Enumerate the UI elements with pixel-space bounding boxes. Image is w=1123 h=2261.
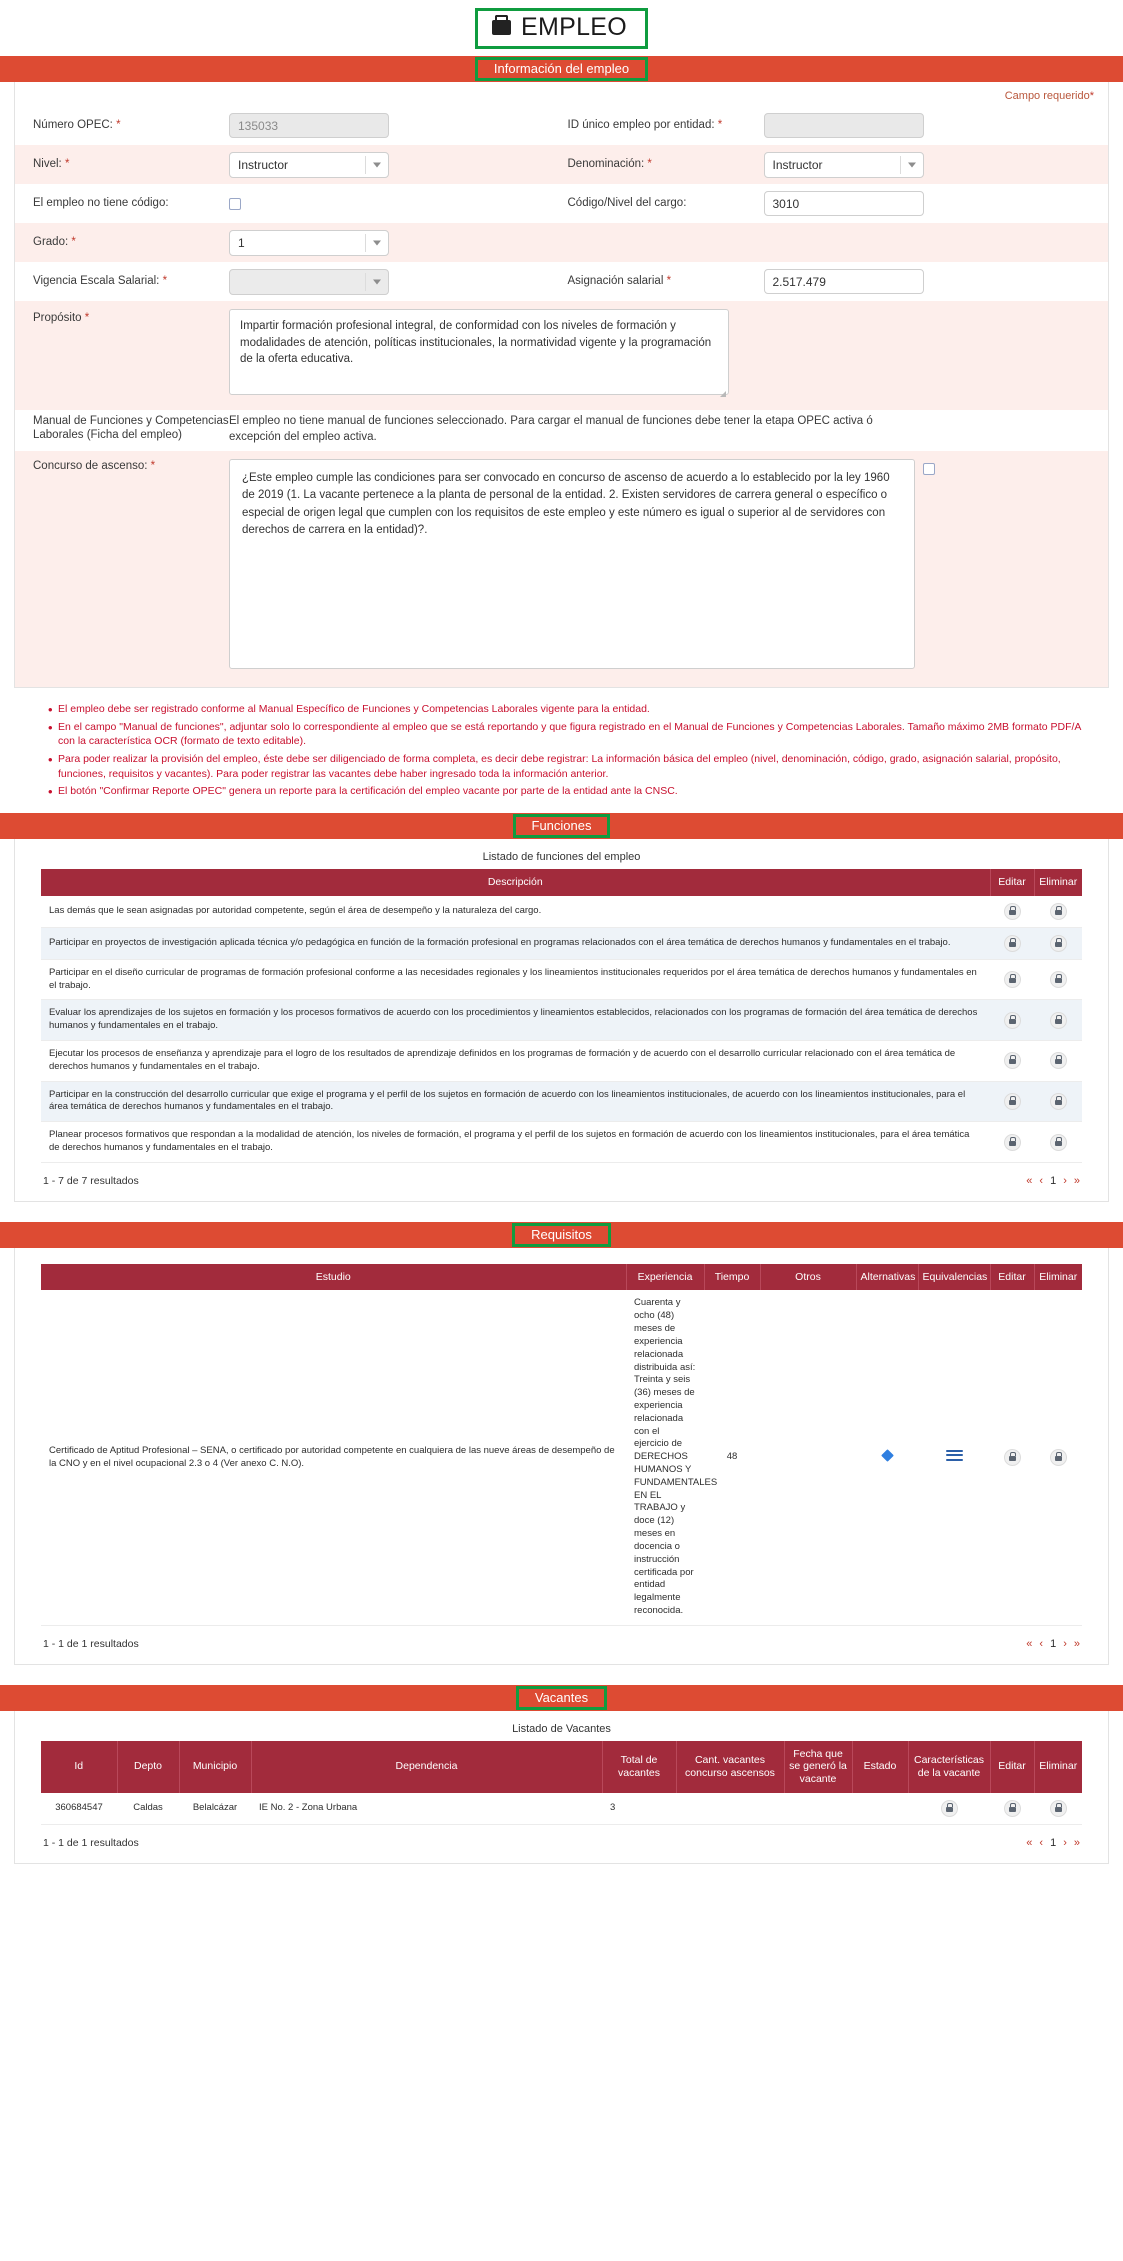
lock-icon[interactable] [1050,903,1067,920]
req-alternativas-cell[interactable] [856,1290,918,1625]
lock-icon[interactable] [1004,1093,1021,1110]
salary-scale-validity-select[interactable] [229,269,389,295]
select-divider [365,273,366,291]
vac-col-dependencia[interactable]: Dependencia [251,1741,602,1793]
manual-status-text: El empleo no tiene manual de funciones seleccionado. Para cargar el manual de funciones debe tener la etapa OPEC activa ó excepción del empleo activa. [229,415,873,443]
section-header-functions [0,813,1123,839]
requirements-result-count: 1 - 1 de 1 resultados [43,1637,139,1650]
requirements-pagination[interactable] [1026,1638,1080,1650]
required-field-note-label: Campo requerido [1004,90,1090,102]
opec-number-input[interactable] [229,113,389,138]
delete-cell[interactable] [1034,1081,1082,1122]
spacer [0,1665,1123,1685]
requirements-table [41,1264,1082,1626]
req-col-otros[interactable]: Otros [760,1264,856,1291]
page-title: EMPLEO [521,12,627,41]
section-header-highlight [513,814,611,838]
vacancies-table-caption: Listado de Vacantes [512,1722,611,1735]
vac-col-municipio[interactable]: Municipio [179,1741,251,1793]
vac-col-caracteristicas[interactable]: Características de la vacante [908,1741,990,1793]
code-level-input[interactable] [764,191,924,216]
page-header [0,0,1123,56]
vac-col-editar[interactable]: Editar [990,1741,1034,1793]
section-header-highlight [475,57,648,81]
lock-icon[interactable] [1050,971,1067,988]
req-col-equivalencias[interactable]: Equivalencias [918,1264,990,1291]
table-row [41,896,1082,928]
vac-id: 360684547 [41,1793,117,1825]
pager-last[interactable]: » [1073,1836,1080,1849]
notice-item: • Para poder realizar la provisión del empleo, éste debe ser diligenciado de forma completa, es decir debe registrar: La información básica del empleo (nivel, denominación, código, grado, asignación salarial, propósito, funciones, requisitos y vacantes). Para poder registrar las vacantes debe haber ingresado toda la información anterior. [48,752,1083,781]
req-col-experiencia[interactable]: Experiencia [626,1264,704,1291]
chevron-down-icon [373,162,381,167]
vac-col-fecha[interactable]: Fecha que se generó la vacante [784,1741,852,1793]
edit-cell[interactable] [990,1290,1034,1625]
lock-icon[interactable] [1004,1052,1021,1069]
notice-item: • En el campo "Manual de funciones", adjuntar solo lo correspondiente al empleo que se está reportando y que figura registrado en el Manual de Funciones y Competencias Laborales. Tamaño máximo 2MB formato PDF/A con la característica OCR (formato de texto editable). [48,720,1083,749]
delete-cell[interactable] [1034,959,1082,1000]
table-row [41,1122,1082,1163]
section-title-employment-info: Información del empleo [493,61,630,76]
level-select-value: Instructor [238,157,289,172]
lock-icon[interactable] [1050,1800,1067,1817]
vac-concurso [676,1793,784,1825]
grade-select[interactable] [229,230,389,256]
pager-last[interactable]: » [1073,1637,1080,1650]
level-select[interactable] [229,152,389,178]
function-description: Evaluar los aprendizajes de los sujetos en formación y los procesos formativos de acuerdo con los procedimientos y lineamientos establecidos, relacionados con los programas de formación del área temática de derechos humanos y fundamentales en el trabajo. [41,1000,990,1041]
table-row [41,1290,1082,1625]
edit-cell[interactable] [990,1122,1034,1163]
req-estudio: Certificado de Aptitud Profesional – SENA, o certificado por autoridad competente en cualquiera de las nueve áreas de desempeño de la CNO y en el nivel ocupacional 2.3 o 4 (Ver anexo C. N.O). [41,1290,626,1625]
section-header-employment-info [0,56,1123,82]
edit-cell[interactable] [990,1081,1034,1122]
function-description: Las demás que le sean asignadas por autoridad competente, según el área de desempeño y la naturaleza del cargo. [41,896,990,928]
vac-fecha [784,1793,852,1825]
required-field-note [15,82,1108,106]
vac-dependencia: IE No. 2 - Zona Urbana [251,1793,602,1825]
pager-first[interactable]: « [1026,1836,1033,1849]
req-col-eliminar[interactable]: Eliminar [1034,1264,1082,1291]
function-description: Planear procesos formativos que respondan a la modalidad de atención, los niveles de formación, el programa y el perfil de los sujetos en formación de acuerdo con los lineamientos institucionales, para el área temática de derechos humanos y fundamentales en el trabajo. [41,1122,990,1163]
label-manual: Manual de Funciones y Competencias Laborales (Ficha del empleo) [33,415,229,442]
req-col-editar[interactable]: Editar [990,1264,1034,1291]
lock-icon[interactable] [1050,1134,1067,1151]
form-row-scale-salary [15,262,1108,301]
lock-icon[interactable] [1004,1449,1021,1466]
delete-cell[interactable] [1034,896,1082,928]
table-row [41,1793,1082,1825]
functions-pagination[interactable] [1026,1175,1080,1187]
function-description: Participar en el diseño curricular de programas de formación profesional conforme a las necesidades regionales y los lineamientos institucionales requeridos por el área temática de derechos humanos y fundamentales en el trabajo. [41,959,990,1000]
pager-next[interactable]: › [1063,1637,1067,1650]
no-code-checkbox[interactable] [229,198,241,210]
label-denomination: Denominación: * [567,158,652,171]
table-row [41,1000,1082,1041]
lock-icon[interactable] [1004,935,1021,952]
functions-table [41,869,1082,1163]
form-row-opec-id [15,106,1108,145]
lock-icon[interactable] [1004,1800,1021,1817]
functions-col-editar[interactable]: Editar [990,869,1034,896]
select-divider [900,156,901,174]
label-no-code: El empleo no tiene código: [33,197,169,210]
pager-last[interactable]: » [1073,1174,1080,1187]
label-opec-number: Número OPEC: * [33,119,121,132]
vac-col-estado[interactable]: Estado [852,1741,908,1793]
notices-list [0,702,1123,799]
required-asterisk: * [1089,90,1094,102]
pager-first[interactable]: « [1026,1637,1033,1650]
pager-prev[interactable]: ‹ [1039,1836,1044,1849]
lock-icon[interactable] [1050,1093,1067,1110]
app-title-highlight [475,8,648,49]
employment-info-form [14,82,1109,688]
edit-cell[interactable] [990,959,1034,1000]
form-row-nocode-codelevel [15,184,1108,223]
table-row [41,927,1082,959]
form-row-manual [15,410,1108,451]
section-header-vacancies [0,1685,1123,1711]
delete-cell[interactable] [1034,1122,1082,1163]
edit-cell[interactable] [990,927,1034,959]
table-row [41,1081,1082,1122]
lock-icon[interactable] [1050,1449,1067,1466]
section-title-requirements: Requisitos [531,1226,592,1242]
chevron-down-icon [373,279,381,284]
pager-next[interactable]: › [1063,1174,1067,1187]
delete-cell[interactable] [1034,1000,1082,1041]
edit-cell[interactable] [990,1793,1034,1825]
req-tiempo: 48 [704,1290,760,1625]
section-header-requirements [0,1222,1123,1248]
section-header-highlight [512,1223,611,1247]
vac-total: 3 [602,1793,676,1825]
function-description: Participar en proyectos de investigación aplicada técnica y/o pedagógica en función de la formación profesional en programas relacionados con el área temática de derechos humanos y fundamentales en el trabajo. [41,927,990,959]
lock-icon[interactable] [1050,1012,1067,1029]
chevron-down-icon [908,162,916,167]
requirements-card [14,1248,1109,1665]
select-divider [365,234,366,252]
pager-current-page[interactable]: 1 [1050,1637,1057,1650]
table-row [41,1041,1082,1082]
label-unique-id: ID único empleo por entidad: * [567,119,723,132]
denomination-select[interactable] [764,152,924,178]
functions-table-caption: Listado de funciones del empleo [482,851,641,864]
section-header-highlight [516,1686,607,1710]
lock-icon[interactable] [1004,1012,1021,1029]
pager-prev[interactable]: ‹ [1039,1637,1044,1650]
chevron-down-icon [373,240,381,245]
lock-icon[interactable] [1050,935,1067,952]
functions-col-descripcion[interactable]: Descripción [41,869,990,896]
diamond-icon[interactable] [881,1449,894,1462]
edit-cell[interactable] [990,896,1034,928]
vac-col-total[interactable]: Total de vacantes [602,1741,676,1793]
list-lines-icon[interactable] [946,1447,963,1463]
pager-first[interactable]: « [1026,1174,1033,1187]
req-otros [760,1290,856,1625]
label-grade: Grado: * [33,236,76,249]
functions-table-header-row [41,869,1082,896]
promotion-contest-text: ¿Este empleo cumple las condiciones para ser convocado en concurso de ascenso de acuerdo a lo establecido por la ley 1960 de 2019 (1. La vacante pertenece a la planta de personal de la entidad. 2. Existen servidores de carrera general o específico o especial de origen legal que cumplen con los requisitos de este empleo y este número es igual o superior al de servidores con derechos de carrera en la entidad)?. [229,459,915,669]
table-row [41,959,1082,1000]
form-row-grade [15,223,1108,262]
purpose-textarea[interactable] [229,309,729,395]
vac-caracteristicas-cell[interactable] [908,1793,990,1825]
vac-col-id[interactable]: Id [41,1741,117,1793]
vacancies-table-footer [41,1825,1082,1849]
denomination-select-value: Instructor [772,157,823,172]
bottom-spacer [0,1864,1123,1924]
lock-icon[interactable] [1004,971,1021,988]
label-purpose: Propósito * [33,312,90,324]
functions-table-footer [41,1163,1082,1187]
lock-icon[interactable] [941,1800,958,1817]
requirements-table-header-row [41,1264,1082,1291]
vac-col-depto[interactable]: Depto [117,1741,179,1793]
lock-icon[interactable] [1004,903,1021,920]
vacancies-pagination[interactable] [1026,1837,1080,1849]
unique-id-input[interactable] [764,113,924,138]
form-row-promotion-contest [15,451,1108,687]
vac-col-concurso[interactable]: Cant. vacantes concurso ascensos [676,1741,784,1793]
lock-icon[interactable] [1050,1052,1067,1069]
delete-cell[interactable] [1034,1290,1082,1625]
vacancies-result-count: 1 - 1 de 1 resultados [43,1836,139,1849]
functions-card [14,839,1109,1202]
function-description: Ejecutar los procesos de enseñanza y aprendizaje para el logro de los resultados de aprendizaje definidos en los programas de formación y de acuerdo con el desarrollo curricular relacionado con el área temática de derechos humanos y fundamentales en el trabajo. [41,1041,990,1082]
req-col-estudio[interactable]: Estudio [41,1264,626,1291]
req-experiencia: Cuarenta y ocho (48) meses de experiencia relacionada distribuida así: Treinta y seis (36) meses de experiencia relacionada con el ejercicio de DERECHOS HUMANOS Y FUNDAMENTALES EN EL TRABAJO y doce (12) meses en docencia o instrucción certificada por entidad legalmente reconocida. [626,1290,704,1625]
label-level: Nivel: * [33,158,70,171]
edit-cell[interactable] [990,1000,1034,1041]
salary-assignment-input[interactable] [764,269,924,294]
req-col-alternativas[interactable]: Alternativas [856,1264,918,1291]
label-promotion-contest: Concurso de ascenso: * [33,460,156,473]
pager-prev[interactable]: ‹ [1039,1174,1044,1187]
pager-current-page[interactable]: 1 [1050,1836,1057,1849]
vac-col-eliminar[interactable]: Eliminar [1034,1741,1082,1793]
label-salary-assignment: Asignación salarial * [567,275,672,288]
section-title-vacancies: Vacantes [534,1689,589,1705]
functions-result-count: 1 - 7 de 7 resultados [43,1174,139,1187]
form-row-level-denomination [15,145,1108,184]
req-col-tiempo[interactable]: Tiempo [704,1264,760,1291]
grade-select-value: 1 [238,235,245,250]
pager-next[interactable]: › [1063,1836,1067,1849]
select-divider [365,156,366,174]
vacancies-table-header-row [41,1741,1082,1793]
vac-depto: Caldas [117,1793,179,1825]
delete-cell[interactable] [1034,1793,1082,1825]
label-salary-scale-validity: Vigencia Escala Salarial: * [33,275,168,288]
requirements-table-footer [41,1626,1082,1650]
delete-cell[interactable] [1034,1041,1082,1082]
vac-municipio: Belalcázar [179,1793,251,1825]
briefcase-icon [492,20,511,35]
function-description: Participar en la construcción del desarrollo curricular que exige el programa y el perfil de los sujetos en formación de acuerdo con los lineamientos institucionales, de acuerdo con los lineamientos institucionales, para el área temática de derechos humanos y fundamentales en el trabajo. [41,1081,990,1122]
spacer [0,1202,1123,1222]
vacancies-card [14,1711,1109,1864]
lock-icon[interactable] [1004,1134,1021,1151]
edit-cell[interactable] [990,1041,1034,1082]
promotion-contest-checkbox[interactable] [923,463,935,475]
pager-current-page[interactable]: 1 [1050,1174,1057,1187]
notice-item: • El botón "Confirmar Reporte OPEC" genera un reporte para la certificación del empleo vacante por parte de la entidad ante la CNSC. [48,784,1083,799]
form-row-purpose [15,301,1108,410]
notice-item: • El empleo debe ser registrado conforme al Manual Específico de Funciones y Competencias Laborales vigente para la entidad. [48,702,1083,717]
req-equivalencias-cell[interactable] [918,1290,990,1625]
label-code-level: Código/Nivel del cargo: [567,197,687,210]
functions-col-eliminar[interactable]: Eliminar [1034,869,1082,896]
vacancies-table [41,1741,1082,1825]
vac-estado [852,1793,908,1825]
section-title-functions: Funciones [531,818,592,834]
delete-cell[interactable] [1034,927,1082,959]
